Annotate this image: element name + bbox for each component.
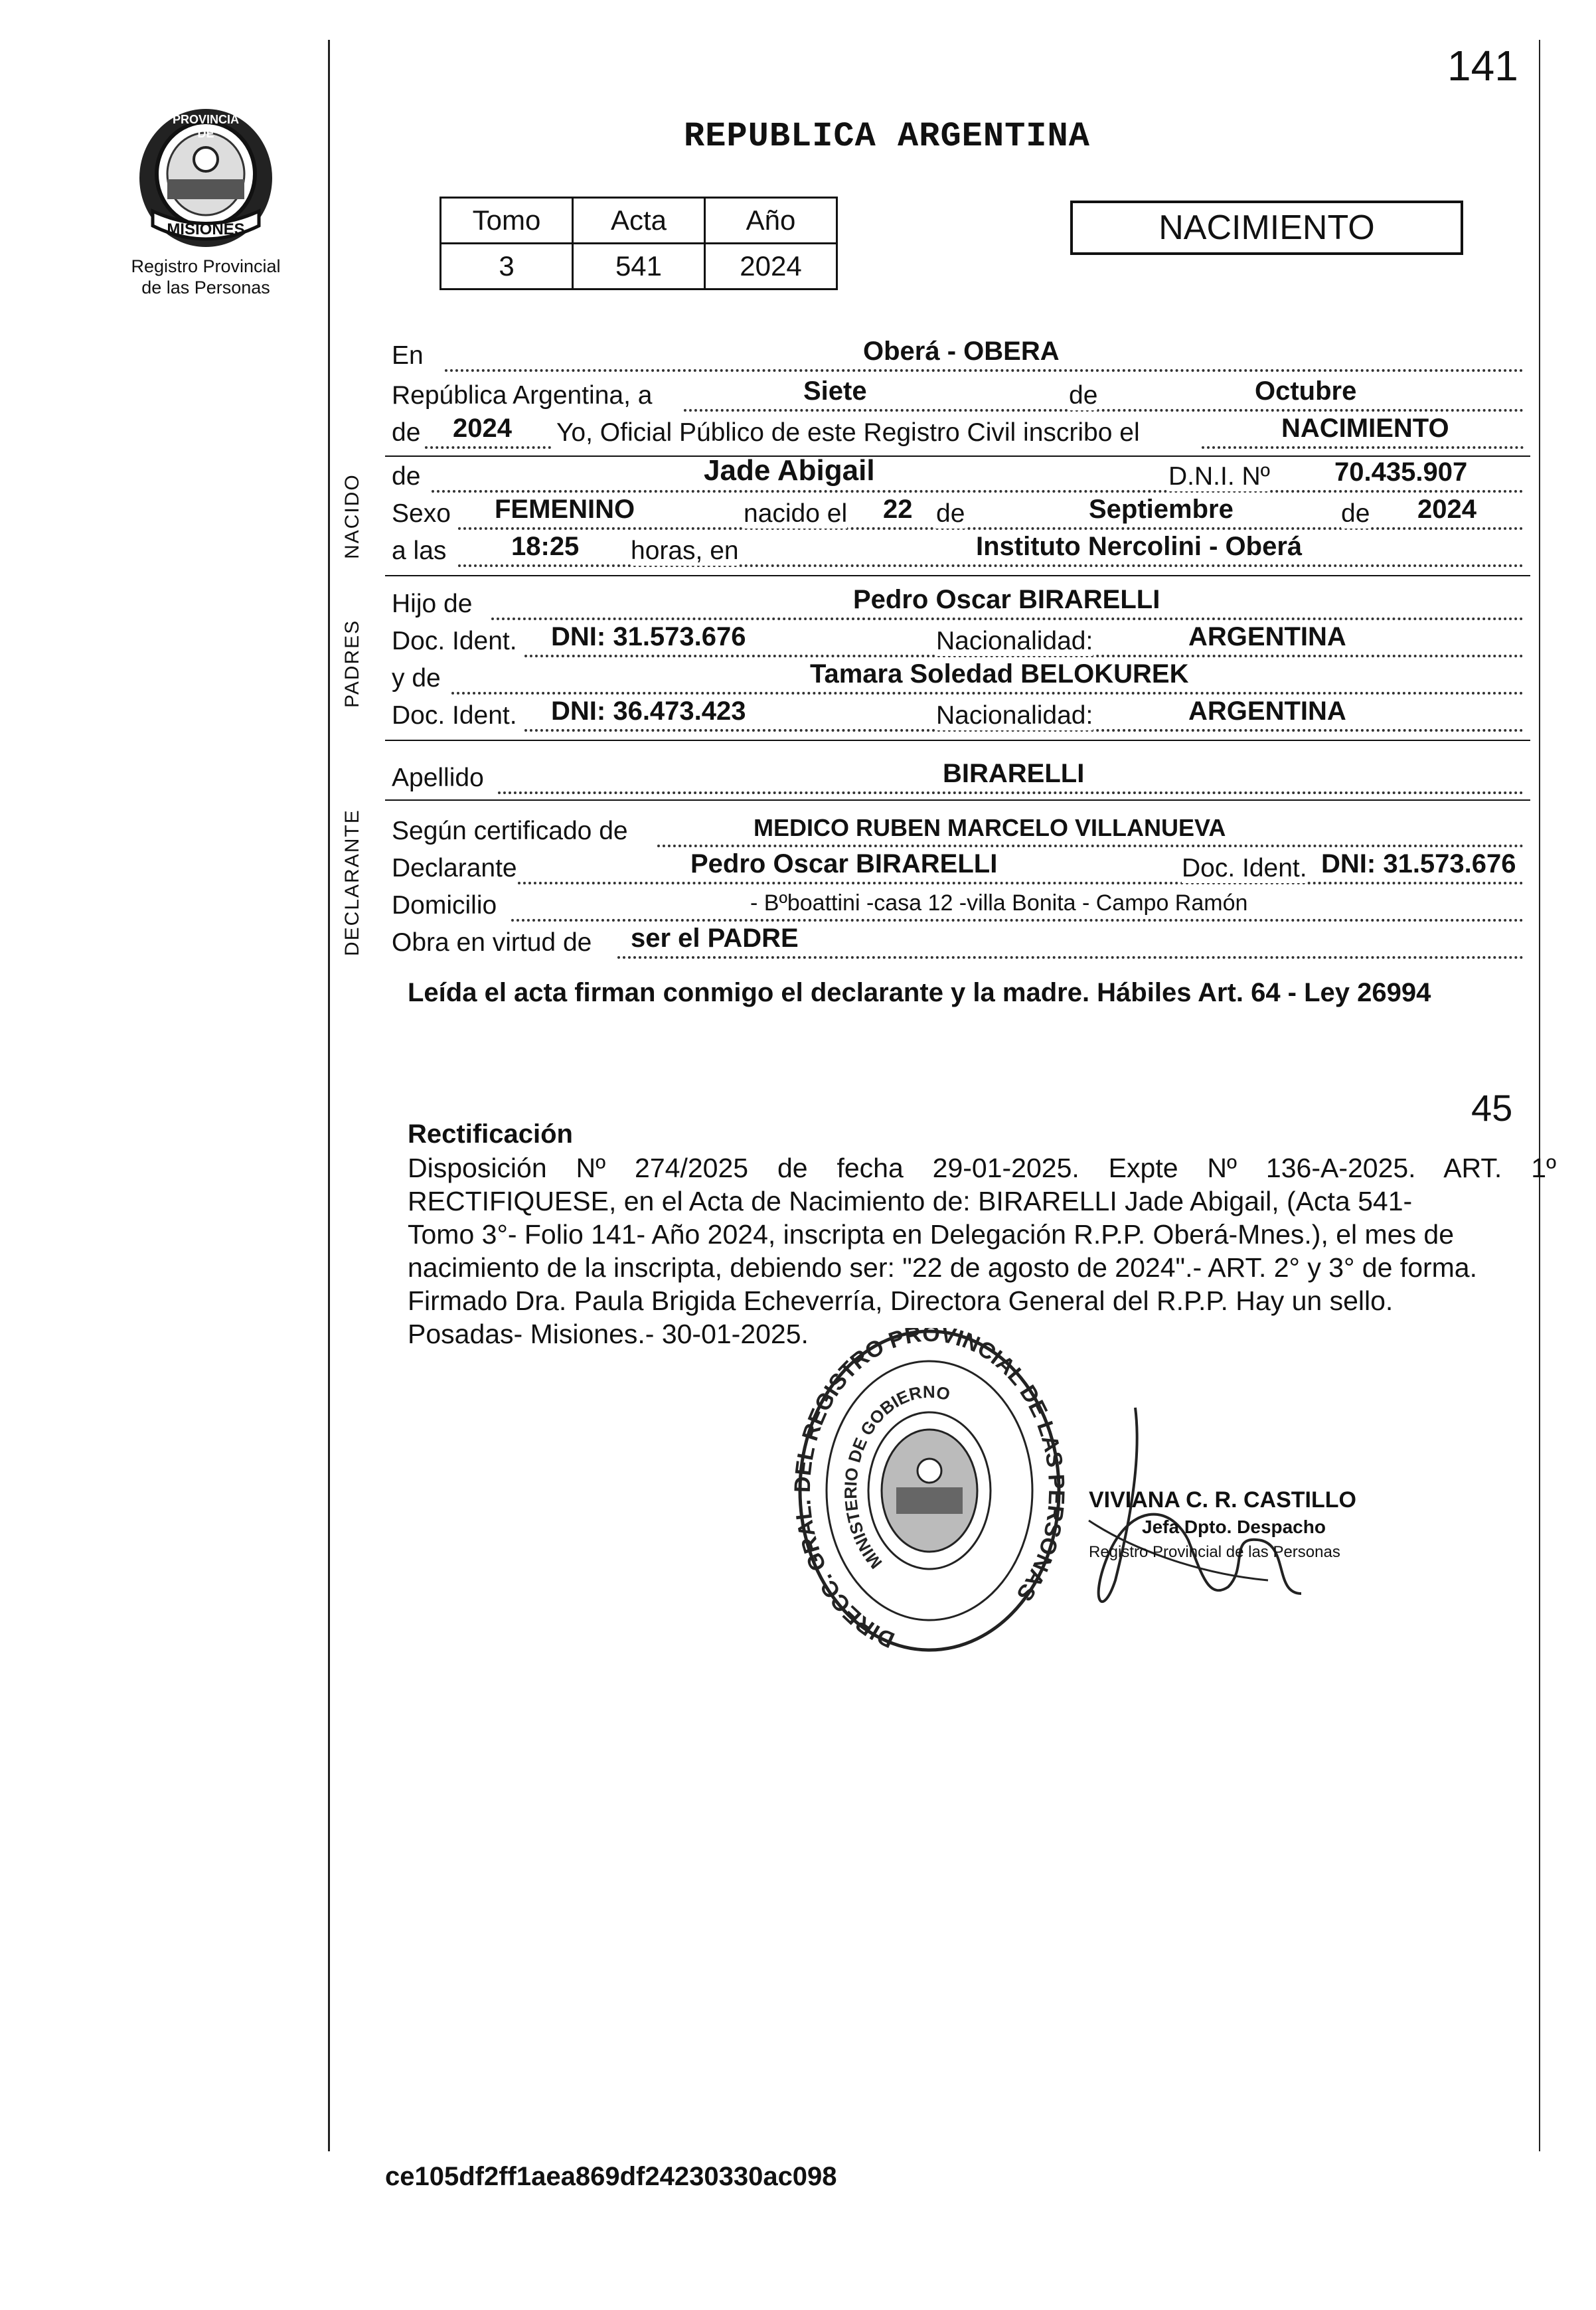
place-value: Instituto Nercolini - Oberá — [976, 532, 1303, 561]
mother-value: Tamara Soledad BELOKUREK — [810, 659, 1189, 689]
de-label: de — [1069, 381, 1098, 410]
time-value: 18:25 — [511, 532, 580, 561]
record-reference-table — [439, 197, 838, 290]
row-father-doc — [392, 621, 1530, 659]
day-value: Siete — [803, 376, 867, 406]
de-label-3: de — [936, 499, 965, 528]
alas-label: a las — [392, 536, 447, 565]
father-nat: ARGENTINA — [1188, 622, 1346, 651]
stamp-name: VIVIANA C. R. CASTILLO — [1089, 1487, 1356, 1513]
row-declarante — [392, 849, 1530, 886]
rectification-title: Rectificación — [408, 1119, 573, 1149]
section-nacido: NACIDO — [341, 473, 363, 559]
mother-nat: ARGENTINA — [1188, 697, 1346, 726]
nacionalidad-label: Nacionalidad: — [936, 627, 1093, 655]
rect-line-5: Firmado Dra. Paula Brigida Echeverría, Directora General del R.P.P. Hay un sello. — [408, 1285, 1394, 1316]
section-declarante: DECLARANTE — [341, 809, 363, 956]
en-value: Oberá - OBERA — [863, 337, 1060, 366]
header-ano: Año — [705, 198, 837, 244]
cert-value: MEDICO RUBEN MARCELO VILLANUEVA — [754, 814, 1226, 841]
left-margin-line — [328, 40, 330, 2151]
value-acta: 541 — [573, 244, 705, 289]
row-cert — [392, 811, 1530, 849]
row-date — [392, 376, 1530, 413]
inscribo-label: Yo, Oficial Público de este Registro Civil inscribo el — [556, 418, 1140, 447]
row-en — [392, 336, 1530, 373]
row-sexo — [392, 494, 1530, 531]
obra-label: Obra en virtud de — [392, 928, 592, 957]
en-label: En — [392, 341, 424, 370]
apellido-label: Apellido — [392, 764, 484, 792]
logo-caption-2: de las Personas — [141, 278, 270, 297]
record-type-box: NACIMIENTO — [1070, 201, 1463, 255]
stamp-title: Jefa Dpto. Despacho — [1142, 1517, 1326, 1537]
mother-doc: DNI: 36.473.423 — [551, 697, 746, 726]
birth-year: 2024 — [1417, 495, 1476, 524]
rect-line-4: nacimiento de la inscripta, debiendo ser: "22 de agosto de 2024".- ART. 2° y 3° de forma. — [408, 1252, 1477, 1283]
section-padres: PADRES — [341, 619, 363, 708]
value-ano: 2024 — [705, 244, 837, 289]
domicilio-label: Domicilio — [392, 891, 497, 920]
country-title: REPUBLICA ARGENTINA — [684, 117, 1090, 156]
domicilio-value: - Bºboattini -casa 12 -villa Bonita - Campo Ramón — [750, 890, 1248, 916]
father-value: Pedro Oscar BIRARELLI — [853, 585, 1160, 614]
obra-value: ser el PADRE — [631, 924, 799, 953]
rect-line-3: Tomo 3°- Folio 141- Año 2024, inscripta en Delegación R.P.P. Oberá-Mnes.), el mes de — [408, 1219, 1454, 1250]
header-tomo: Tomo — [441, 198, 573, 244]
month-value: Octubre — [1255, 376, 1357, 406]
right-margin-line — [1539, 40, 1540, 2151]
page-number: 141 — [1447, 42, 1518, 90]
decl-doc-value: DNI: 31.573.676 — [1321, 849, 1516, 878]
name-value: Jade Abigail — [704, 454, 875, 487]
row-time-place — [392, 531, 1530, 568]
rectification-text — [408, 1151, 1563, 1351]
yde-label: y de — [392, 664, 441, 693]
name-label: de — [392, 462, 421, 491]
decl-doc-label: Doc. Ident. — [1182, 854, 1307, 882]
sexo-label: Sexo — [392, 499, 451, 528]
registry-logo — [126, 100, 285, 252]
seal-stamp-icon — [790, 1328, 1069, 1673]
year-value: 2024 — [453, 414, 512, 443]
annotation-number: 45 — [1471, 1087, 1513, 1129]
logo-caption-1: Registro Provincial — [131, 256, 281, 276]
apellido-value: BIRARELLI — [943, 759, 1085, 788]
closing-text: Leída el acta firman conmigo el declarante y la madre. Hábiles Art. 64 - Ley 26994 — [408, 978, 1431, 1007]
logo-arc-text: PROVINCIA DE — [172, 113, 239, 140]
rect-line-6: Posadas- Misiones.- 30-01-2025. — [408, 1319, 809, 1349]
dni-label: D.N.I. Nº — [1168, 462, 1270, 491]
row-name — [392, 454, 1530, 494]
birth-day: 22 — [883, 495, 913, 524]
rect-line-2: RECTIFIQUESE, en el Acta de Nacimiento de: BIRARELLI Jade Abigail, (Acta 541- — [408, 1186, 1413, 1216]
horas-label: horas, en — [631, 536, 739, 565]
row-father — [392, 584, 1530, 621]
row-domicilio — [392, 886, 1530, 923]
document-hash: ce105df2ff1aea869df24230330ac098 — [385, 2162, 837, 2191]
seal-inner-text: MINISTERIO DE GOBIERNO — [840, 1381, 952, 1573]
header-acta: Acta — [573, 198, 705, 244]
birth-month: Septiembre — [1089, 495, 1234, 524]
official-seal — [790, 1328, 1069, 1673]
seal-outer-text: DIRECC. GRAL. DEL REGISTRO PROVINCIAL DE LAS PERSONAS — [790, 1328, 1069, 1653]
doc-label-2: Doc. Ident. — [392, 701, 517, 730]
cert-label: Según certificado de — [392, 817, 628, 845]
nacionalidad-label-2: Nacionalidad: — [936, 701, 1093, 730]
nacido-el-label: nacido el — [744, 499, 848, 528]
logo-band-text: MISIONES — [167, 220, 245, 238]
doc-label: Doc. Ident. — [392, 627, 517, 655]
declarante-label: Declarante — [392, 854, 517, 882]
de-label-4: de — [1341, 499, 1370, 528]
row-obra — [392, 923, 1530, 960]
signature-scribble-icon — [1062, 1381, 1407, 1647]
father-doc: DNI: 31.573.676 — [551, 622, 746, 651]
declarante-value: Pedro Oscar BIRARELLI — [690, 849, 998, 878]
republica-label: República Argentina, a — [392, 381, 653, 410]
row-year — [392, 413, 1530, 450]
sexo-value: FEMENINO — [495, 495, 635, 524]
de-label-2: de — [392, 418, 421, 447]
row-apellido — [392, 758, 1530, 795]
row-mother-doc — [392, 696, 1530, 733]
rect-line-1: Disposición Nº 274/2025 de fecha 29-01-2025. Expte Nº 136-A-2025. ART. 1º — [408, 1153, 1556, 1183]
stamp-office: Registro Provincial de las Personas — [1089, 1543, 1340, 1561]
inscribo-value: NACIMIENTO — [1281, 414, 1449, 443]
dni-value: 70.435.907 — [1334, 457, 1468, 487]
row-mother — [392, 659, 1530, 696]
value-tomo: 3 — [441, 244, 573, 289]
hijo-label: Hijo de — [392, 590, 473, 618]
